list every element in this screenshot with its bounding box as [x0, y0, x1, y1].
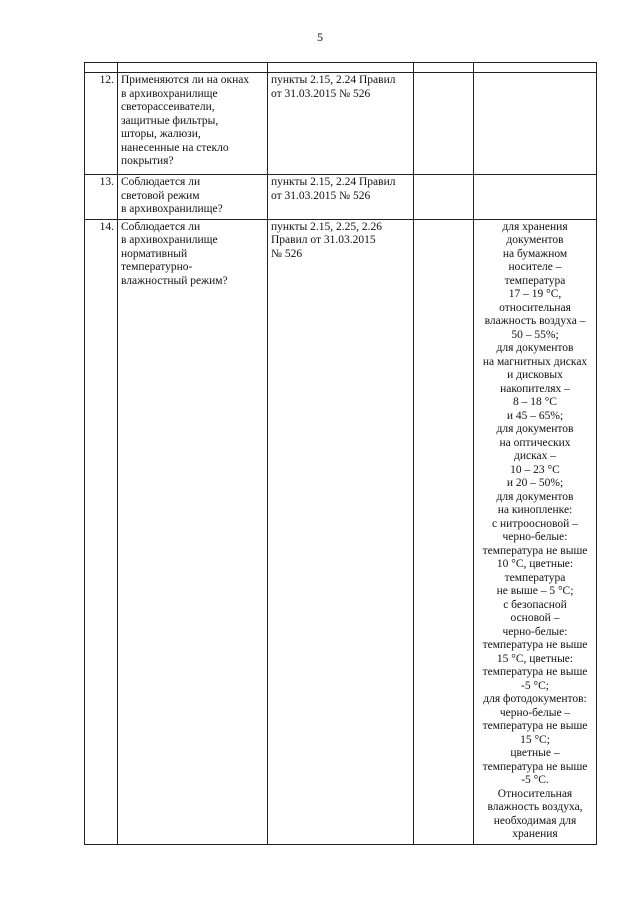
note-line: 50 – 55%; [511, 328, 559, 341]
note-line: черно-белые – [499, 706, 571, 719]
note-line: дисках – [513, 450, 556, 462]
table-row [85, 175, 597, 220]
note-line: накопителях – [500, 382, 570, 395]
question-line: нанесенные на стекло [121, 141, 229, 154]
note-line: 15 °С; [520, 733, 550, 746]
note-line: на магнитных дисках [482, 355, 588, 368]
question-line: Применяются ли на окнах [121, 74, 250, 86]
note-line: Относительная [497, 787, 573, 800]
question-line: в архивохранилище [121, 87, 218, 100]
note-line: влажность воздуха – [484, 315, 586, 327]
note-line: и 45 – 65%; [506, 409, 564, 422]
reference-line: пункты 2.15, 2.24 Правил [271, 176, 396, 188]
row-number: 12. [85, 73, 118, 175]
note-line: -5 °С. [521, 774, 549, 786]
note-line: не выше – 5 °С; [496, 585, 574, 597]
question-line: Соблюдается ли [121, 220, 201, 233]
note-line: температура не выше [482, 720, 588, 732]
note-line: на бумажном [502, 247, 568, 260]
note-line: основой – [510, 612, 560, 624]
note-line: черно-белые: [502, 625, 568, 638]
note-line: необходимая для [493, 814, 577, 827]
question-line: нормативный [121, 247, 188, 260]
answer-cell [414, 219, 474, 844]
note-cell [474, 73, 597, 175]
note-line: влажность воздуха, [487, 801, 583, 813]
reference-line: пункты 2.15, 2.24 Правил [271, 74, 396, 86]
note-line: с нитроосновой – [492, 517, 578, 530]
page-number: 5 [317, 30, 323, 44]
question-cell [118, 73, 268, 175]
note-line: носителе – [508, 261, 562, 273]
note-line: температура [504, 571, 566, 584]
note-line: 8 – 18 °С [513, 396, 557, 408]
note-line: 17 – 19 °С, [508, 288, 562, 300]
note-line: для документов [496, 342, 574, 354]
question-line: защитные фильтры, [121, 114, 219, 127]
question-cell [118, 219, 268, 844]
note-line: температура не выше [482, 760, 588, 773]
note-line: для хранения [502, 220, 568, 233]
note-line: и дисковых [507, 369, 563, 381]
cell-blank [118, 63, 268, 73]
note-line: цветные – [510, 747, 560, 759]
question-line: световой режим [121, 189, 200, 202]
note-line: температура не выше [482, 544, 588, 557]
note-line: 10 – 23 °С [510, 463, 560, 476]
answer-cell [414, 73, 474, 175]
note-line: для документов [496, 423, 574, 435]
question-line: покрытия? [121, 155, 174, 167]
table-top-row [85, 63, 597, 73]
reference-line: от 31.03.2015 № 526 [271, 189, 371, 202]
question-line: влажностный режим? [121, 274, 228, 287]
note-line: -5 °С; [521, 679, 549, 692]
question-line: температурно- [121, 261, 193, 273]
note-line: температура [504, 274, 566, 287]
question-cell [118, 175, 268, 220]
reference-cell [268, 219, 414, 844]
reference-line: Правил от 31.03.2015 [271, 234, 376, 246]
note-line: 15 °С, цветные: [496, 652, 574, 665]
note-line: черно-белые: [502, 531, 568, 543]
table-row [85, 73, 597, 175]
note-line: хранения [512, 828, 558, 840]
note-line: температура не выше [482, 639, 588, 651]
question-line: шторы, жалюзи, [121, 128, 201, 140]
note-line: с безопасной [503, 598, 567, 611]
cell-blank [268, 63, 414, 73]
note-cell [474, 219, 597, 844]
note-line: для фотодокументов: [483, 693, 587, 705]
row-number: 14. [85, 219, 118, 844]
note-line: на оптических [499, 436, 571, 449]
checklist-table-body [85, 63, 597, 845]
question-line: в архивохранилище [121, 234, 218, 246]
note-line: для документов [496, 490, 574, 503]
checklist-table [84, 62, 597, 845]
note-line: температура не выше [482, 666, 588, 678]
reference-line: пункты 2.15, 2.25, 2.26 [271, 220, 382, 233]
answer-cell [414, 175, 474, 220]
cell-blank [414, 63, 474, 73]
note-cell [474, 175, 597, 220]
note-line: 10 °С, цветные: [496, 558, 574, 570]
cell-blank [474, 63, 597, 73]
note-line: на кинопленке: [497, 504, 573, 516]
reference-cell [268, 175, 414, 220]
note-line: относительная [499, 301, 571, 314]
reference-cell [268, 73, 414, 175]
question-line: в архивохранилище? [121, 203, 223, 215]
question-line: Соблюдается ли [121, 176, 201, 188]
note-line: и 20 – 50%; [506, 477, 564, 489]
row-number: 13. [85, 175, 118, 220]
table-row [85, 219, 597, 844]
question-line: светорассеиватели, [121, 101, 215, 113]
cell-blank [85, 63, 118, 73]
reference-line: от 31.03.2015 № 526 [271, 87, 371, 100]
note-line: документов [506, 234, 564, 246]
reference-line: № 526 [271, 247, 303, 260]
